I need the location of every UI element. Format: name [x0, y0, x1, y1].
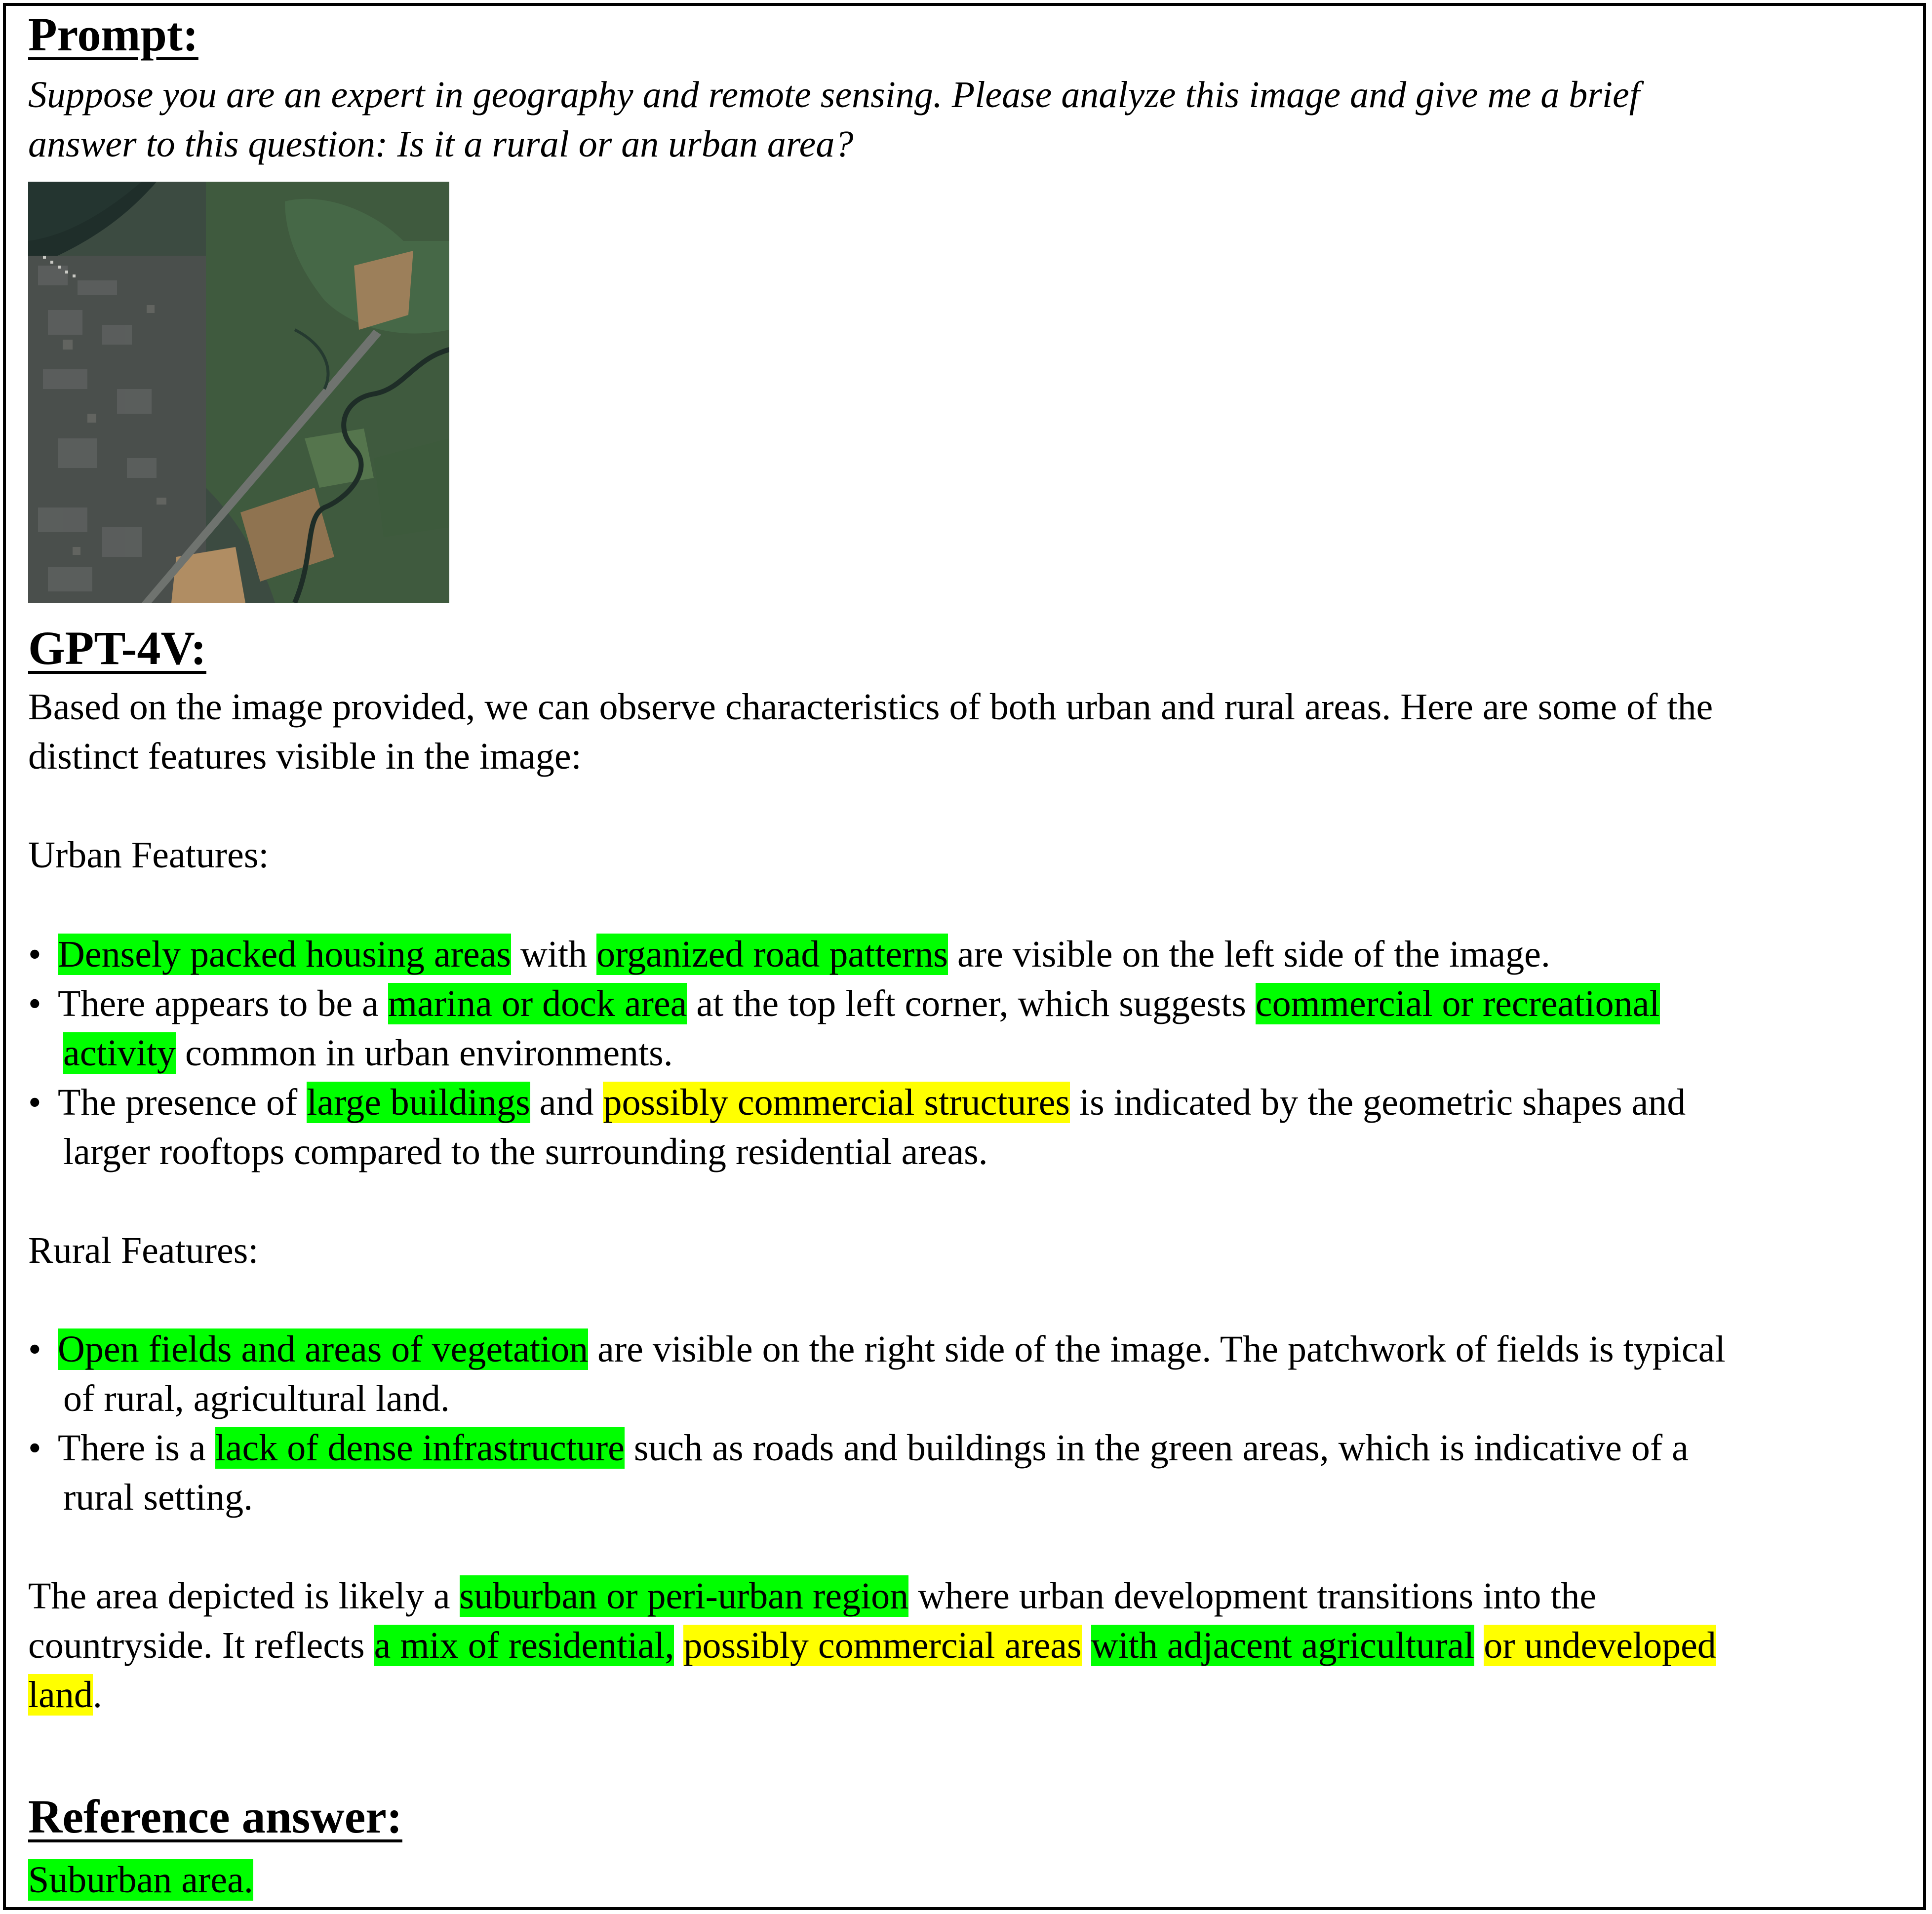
- highlight-match: suburban or peri-urban region: [459, 1575, 909, 1617]
- text-span: at the top left corner, which suggests: [687, 983, 1256, 1024]
- highlight-match: lack of dense infrastructure: [215, 1427, 625, 1469]
- reference-answer: [28, 1855, 253, 1905]
- text-span: There is a: [58, 1427, 215, 1469]
- urban-bullet-2-continuation: [63, 1028, 673, 1078]
- highlight-match: marina or dock area: [388, 983, 687, 1024]
- text-span: The area depicted is likely a: [28, 1575, 460, 1617]
- rural-bullet-1-text: [58, 1325, 1725, 1374]
- urban-bullet-3-continuation: larger rooftops compared to the surrounding residential areas.: [63, 1131, 988, 1172]
- text-span: where urban development transitions into the: [908, 1575, 1597, 1617]
- text-span: [674, 1625, 683, 1666]
- highlight-match: a mix of residential,: [374, 1625, 674, 1666]
- text-span: There appears to be a: [58, 983, 388, 1024]
- highlight-match: Suburban area.: [28, 1859, 253, 1901]
- urban-bullet-2-text: [58, 979, 1660, 1028]
- conclusion-line-2: [28, 1621, 1716, 1670]
- response-intro-line-2: distinct features visible in the image:: [28, 736, 582, 777]
- highlight-match: Open fields and areas of vegetation: [58, 1328, 589, 1370]
- response-heading: GPT-4V:: [28, 622, 206, 674]
- rural-bullet-2-continuation: rural setting.: [63, 1477, 253, 1518]
- text-span: with: [511, 934, 597, 975]
- text-span: is indicated by the geometric shapes and: [1070, 1082, 1686, 1123]
- text-span: [1082, 1625, 1091, 1666]
- bullet-icon: •: [28, 934, 41, 975]
- conclusion-line-3: [28, 1670, 102, 1719]
- prompt-heading: Prompt:: [28, 8, 198, 61]
- text-span: and: [530, 1082, 603, 1123]
- highlight-match: organized road patterns: [596, 934, 948, 975]
- text-span: such as roads and buildings in the green areas, which is indicative of a: [624, 1427, 1689, 1469]
- highlight-partial: possibly commercial structures: [603, 1082, 1070, 1123]
- text-span: are visible on the right side of the image. The patchwork of fields is typical: [588, 1328, 1726, 1370]
- urban-bullet-1-text: [58, 930, 1550, 979]
- text-span: [1474, 1625, 1484, 1666]
- text-span: common in urban environments.: [175, 1032, 673, 1074]
- text-span: countryside. It reflects: [28, 1625, 374, 1666]
- urban-features-heading: Urban Features:: [28, 834, 269, 876]
- bullet-icon: •: [28, 1427, 41, 1469]
- rural-features-heading: Rural Features:: [28, 1230, 259, 1271]
- highlight-match: large buildings: [307, 1082, 530, 1123]
- highlight-partial: or undeveloped: [1484, 1625, 1716, 1666]
- bullet-icon: •: [28, 983, 41, 1024]
- prompt-line-1: Suppose you are an expert in geography and remote sensing. Please analyze this image and give me a brief: [28, 74, 1640, 116]
- highlight-match: with adjacent agricultural: [1091, 1625, 1475, 1666]
- bullet-icon: •: [28, 1328, 41, 1370]
- rural-bullet-2-text: [58, 1423, 1689, 1473]
- bullet-icon: •: [28, 1082, 41, 1123]
- highlight-partial: possibly commercial areas: [683, 1625, 1082, 1666]
- rural-bullet-1-continuation: of rural, agricultural land.: [63, 1378, 450, 1419]
- text-span: are visible on the left side of the image.: [948, 934, 1550, 975]
- reference-heading: Reference answer:: [28, 1790, 402, 1843]
- text-span: .: [92, 1674, 102, 1716]
- conclusion-line-1: [28, 1571, 1596, 1621]
- prompt-line-2: answer to this question: Is it a rural or an urban area?: [28, 123, 854, 165]
- highlight-match: commercial or recreational: [1255, 983, 1660, 1024]
- text-span: The presence of: [58, 1082, 307, 1123]
- urban-bullet-3-text: [58, 1078, 1686, 1127]
- response-intro-line-1: Based on the image provided, we can observe characteristics of both urban and rural areas. Here are some of the: [28, 686, 1713, 728]
- highlight-partial: land: [28, 1674, 93, 1716]
- highlight-match: activity: [63, 1032, 176, 1074]
- satellite-image: [28, 182, 449, 603]
- highlight-match: Densely packed housing areas: [58, 934, 512, 975]
